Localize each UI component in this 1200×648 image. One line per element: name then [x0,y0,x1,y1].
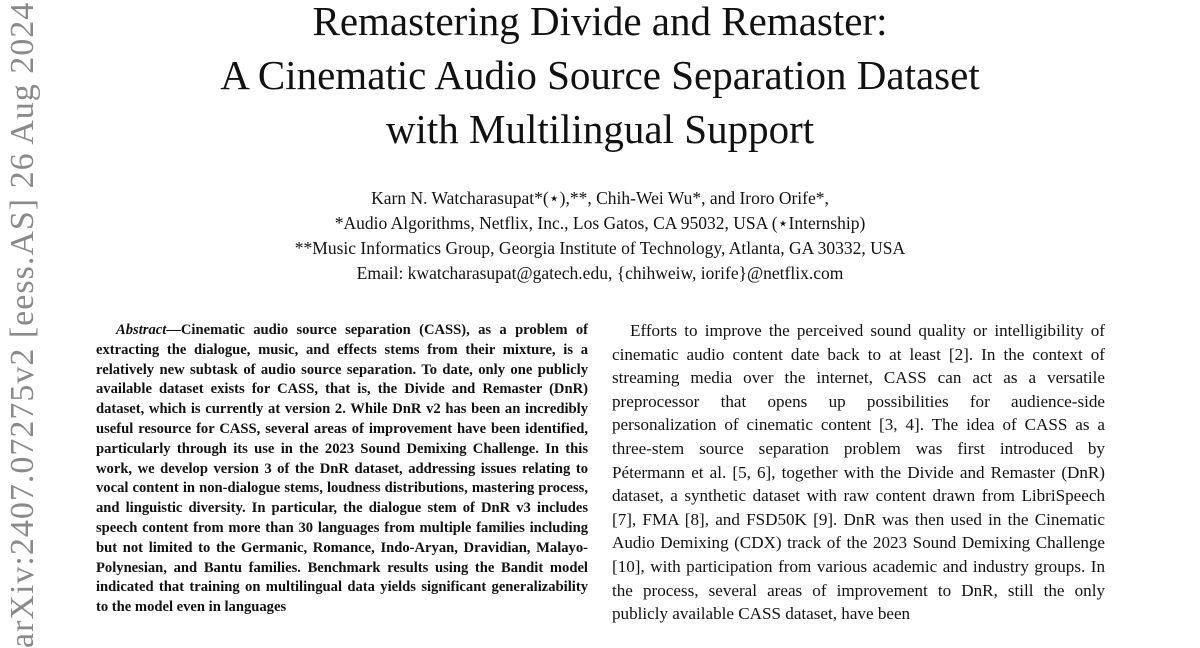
title-line-2: A Cinematic Audio Source Separation Dataset [220,52,980,98]
introduction-column [612,319,1105,626]
intro-paragraph: Efforts to improve the perceived sound quality or intelligibility of cinematic audio content date back to at least [2]. In the context of streaming media over the internet, CASS can act as a versatile preprocessor that opens up possibilities for audience-side personalization of cinematic content [3, 4]. The idea of CASS as a three-stem source separation problem was first introduced by Pétermann et al. [5, 6], together with the Divide and Remaster (DnR) dataset, a synthetic dataset with raw content drawn from LibriSpeech [7], FMA [8], and FSD50K [9]. DnR was then used in the Cinematic Audio Demixing (CDX) track of the 2023 Sound Demixing Challenge [10], with participation from various academic and industry groups. In the process, several areas of improvement to DnR, still the only publicly available CASS dataset, have been [612,321,1105,624]
affiliation-georgia-tech: **Music Informatics Group, Georgia Institute of Technology, Atlanta, GA 30332, USA [294,238,906,258]
paper-title [0,0,1200,156]
author-block [0,186,1200,286]
arxiv-identifier-stamp: arXiv:2407.07275v2 [eess.AS] 26 Aug 2024 [4,1,41,648]
abstract-paragraph [96,321,588,618]
abstract-column [96,321,588,618]
abstract-label: Abstract [116,322,167,338]
title-line-1: Remastering Divide and Remaster: [312,0,888,44]
title-line-3: with Multilingual Support [385,106,815,152]
abstract-text: Cinematic audio source separation (CASS), as a problem of extracting the dialogue, music, and effects stems from their mixture, is a relatively new subtask of audio source separation. To date, only one publicly available dataset exists for CASS, that is, the Divide and Remaster (DnR) dataset, which is currently at version 2. While DnR v2 has been an incredibly useful resource for CASS, several areas of improvement have been identified, particularly through its use in the 2023 Sound Demixing Challenge. In this work, we develop version 3 of the DnR dataset, addressing issues relating to vocal content in non-dialogue stems, loudness distributions, mastering process, and linguistic diversity. In particular, the dialogue stem of DnR v3 includes speech content from more than 30 languages from multiple families including but not limited to the Germanic, Romance, Indo-Aryan, Dravidian, Malayo-Polynesian, and Bantu families. Benchmark results using the Bandit model indicated that training on multilingual data yields significant generalizability to the model even in languages [96,322,588,616]
affiliation-netflix: *Audio Algorithms, Netflix, Inc., Los Gatos, CA 95032, USA (⋆Internship) [334,213,866,233]
abstract-dash: — [166,322,181,338]
author-names: Karn N. Watcharasupat*(⋆),**, Chih-Wei Wu*, and Iroro Orife*, [371,188,829,208]
author-email: Email: kwatcharasupat@gatech.edu, {chihweiw, iorife}@netflix.com [356,263,844,283]
